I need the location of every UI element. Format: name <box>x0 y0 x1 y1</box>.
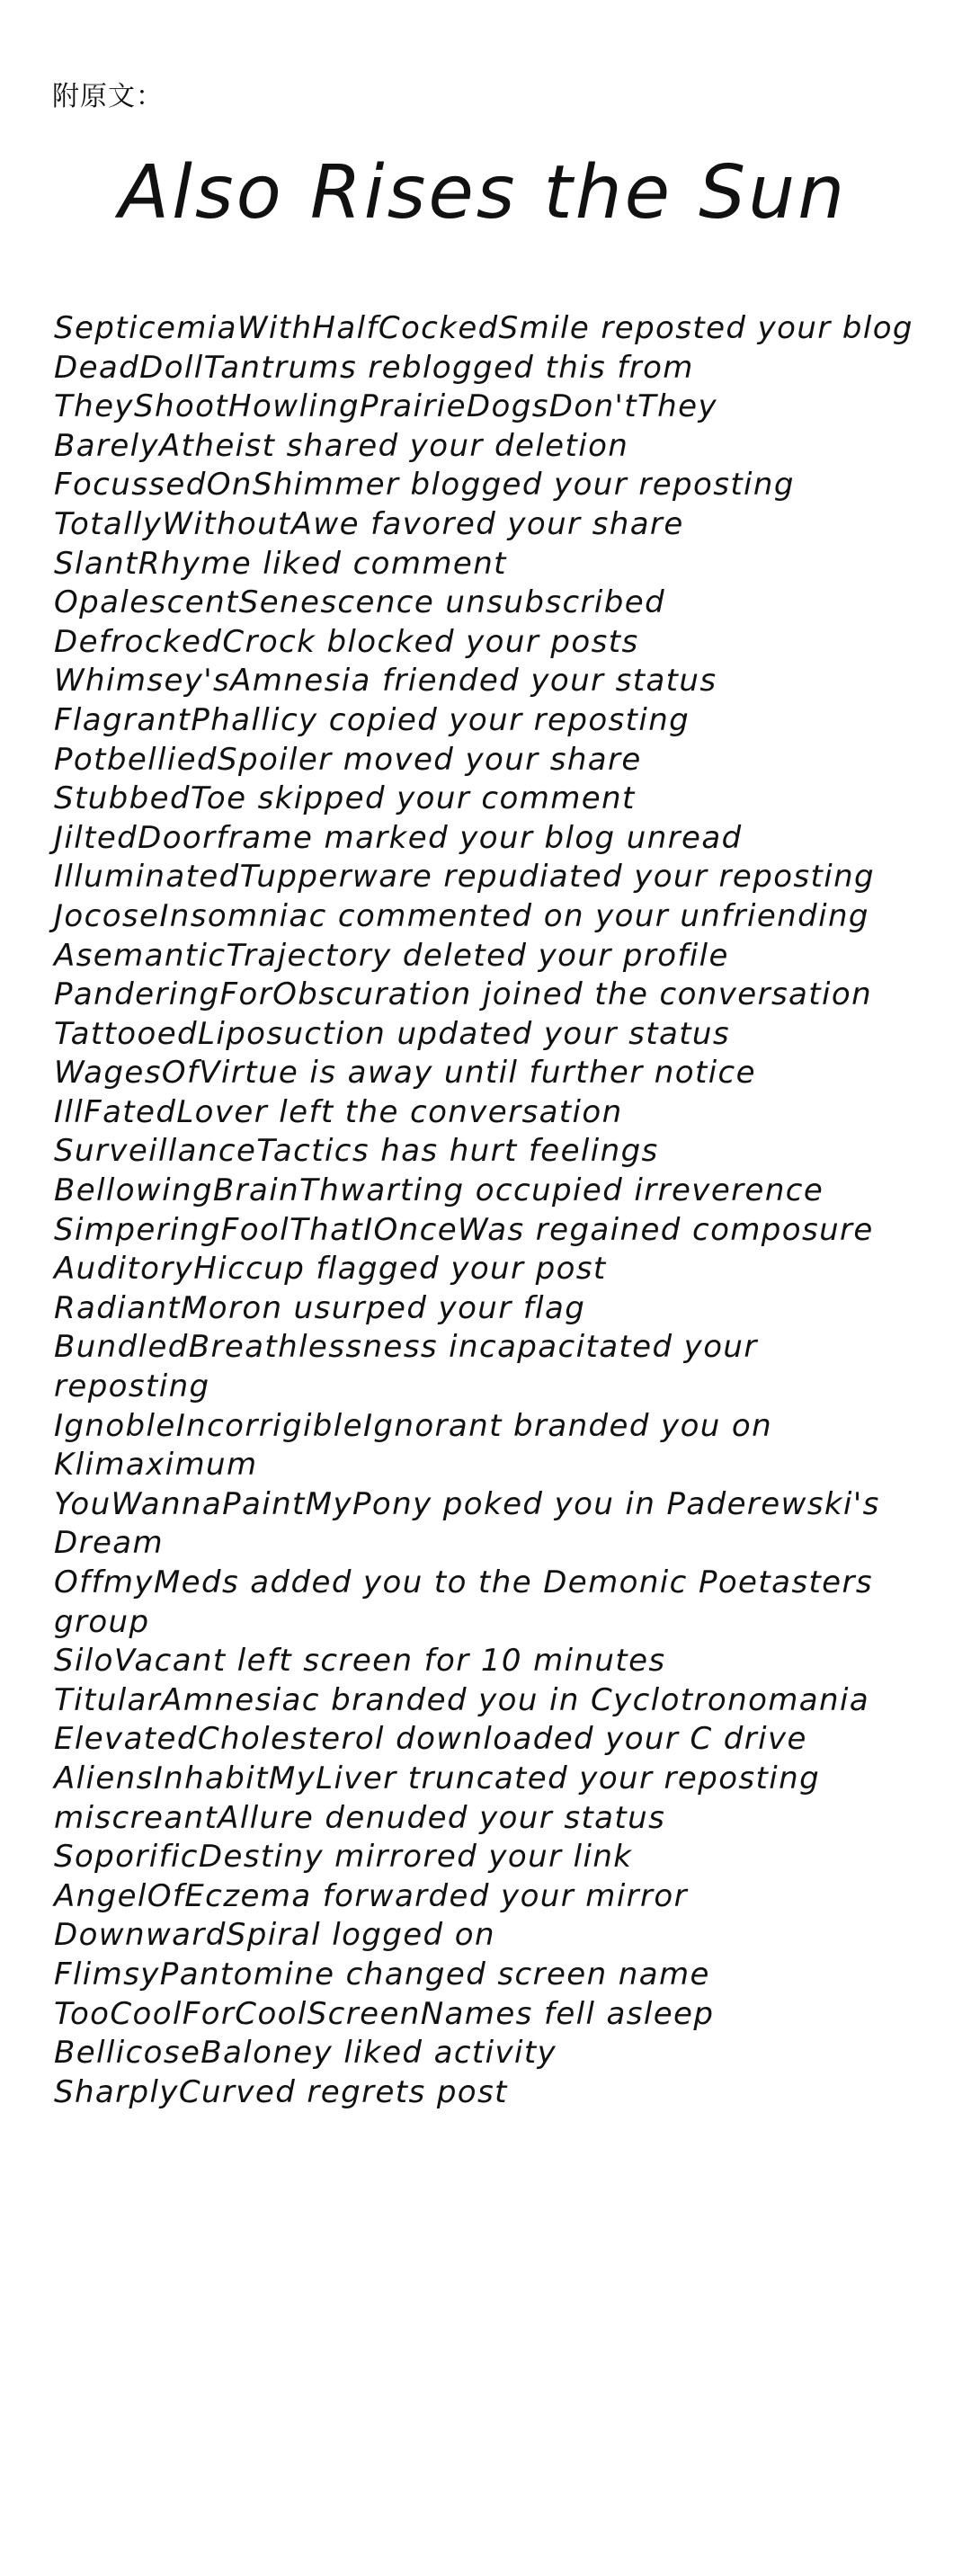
poem-line: IllFatedLover left the conversation <box>54 1093 623 1130</box>
poem-line: BellowingBrainThwarting occupied irreverence <box>54 1172 824 1209</box>
poem-line: FlimsyPantomine changed screen name <box>54 1956 710 1992</box>
poem-line: TattooedLiposuction updated your status <box>54 1015 730 1052</box>
poem-line: Whimsey'sAmnesia friended your status <box>54 663 717 700</box>
poem-line: TotallyWithoutAwe favored your share <box>54 505 684 542</box>
poem-body <box>54 309 917 2112</box>
poem-line: BellicoseBaloney liked activity <box>54 2035 557 2072</box>
poem-line: AngelOfEczema forwarded your mirror <box>54 1877 689 1914</box>
poem-line: TitularAmnesiac branded you in Cyclotronomania <box>54 1681 870 1718</box>
intro-label: 附原文： <box>52 81 164 112</box>
poem-line: SepticemiaWithHalfCockedSmile reposted your blog <box>54 310 913 346</box>
poem-line: RadiantMoron usurped your flag <box>54 1289 586 1326</box>
poem-line: PotbelliedSpoiler moved your share <box>54 741 642 778</box>
poem-line: IlluminatedTupperware repudiated your reposting <box>54 859 876 896</box>
poem-line: SurveillanceTactics has hurt feelings <box>54 1133 659 1170</box>
poem-line: DeadDollTantrums reblogged this from TheyShootHowlingPrairieDogsDon'tThey <box>54 349 717 425</box>
poem-line: AuditoryHiccup flagged your post <box>54 1251 607 1288</box>
poem-line: SharplyCurved regrets post <box>54 2073 508 2110</box>
poem-line: DefrockedCrock blocked your posts <box>54 623 639 660</box>
poem-line: OffmyMeds added you to the Demonic Poetasters group <box>54 1564 873 1640</box>
poem-line: YouWannaPaintMyPony poked you in Paderewski's Dream <box>54 1485 880 1562</box>
poem-line: AsemanticTrajectory deleted your profile <box>54 937 729 974</box>
poem-line: miscreantAllure denuded your status <box>54 1799 666 1836</box>
poem-line: FocussedOnShimmer blogged your reposting <box>54 467 795 504</box>
poem-line: StubbedToe skipped your comment <box>54 780 636 817</box>
poem-line: BarelyAtheist shared your deletion <box>54 427 629 464</box>
poem-line: BundledBreathlessness incapacitated your reposting <box>54 1329 758 1405</box>
poem-line: JocoseInsomniac commented on your unfriending <box>54 897 869 934</box>
poem-line: AliensInhabitMyLiver truncated your reposting <box>54 1760 821 1796</box>
poem-line: SiloVacant left screen for 10 minutes <box>54 1643 666 1680</box>
poem-line: JiltedDoorframe marked your blog unread <box>54 819 743 856</box>
poem-line: SimperingFoolThatIOnceWas regained composure <box>54 1211 874 1248</box>
poem-line: SoporificDestiny mirrored your link <box>54 1839 633 1876</box>
poem-line: SlantRhyme liked comment <box>54 545 507 582</box>
poem-line: PanderingForObscuration joined the conversation <box>54 976 873 1013</box>
poem-line: ElevatedCholesterol downloaded your C drive <box>54 1721 807 1758</box>
poem-line: TooCoolForCoolScreenNames fell asleep <box>54 1995 715 2032</box>
poem-line: DownwardSpiral logged on <box>54 1917 495 1954</box>
poem-line: OpalescentSenescence unsubscribed <box>54 584 666 621</box>
poem-line: WagesOfVirtue is away until further notice <box>54 1055 756 1092</box>
poem-line: IgnobleIncorrigibleIgnorant branded you on Klimaximum <box>54 1407 773 1484</box>
poem-line: FlagrantPhallicy copied your reposting <box>54 701 690 738</box>
poem-title: Also Rises the Sun <box>119 150 848 236</box>
